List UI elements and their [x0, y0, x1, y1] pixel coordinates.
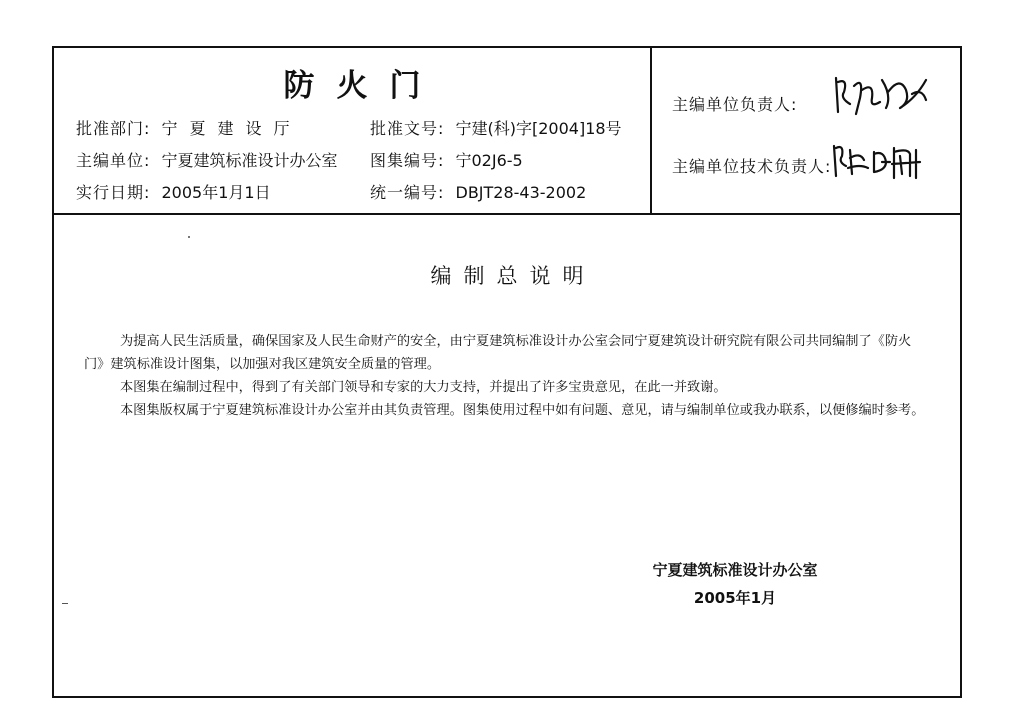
chief-unit-label: 主编单位:: [76, 151, 151, 170]
paragraph: 本图集在编制过程中，得到了有关部门领导和专家的大力支持，并提出了许多宝贵意见，在此一并致谢。: [120, 380, 727, 395]
chief-unit-value: 宁夏建筑标准设计办公室: [161, 151, 338, 170]
approval-doc-label: 批准文号:: [370, 119, 445, 138]
atlas-no-value: 宁02J6-5: [455, 151, 523, 170]
responsible-label: 主编单位负责人:: [672, 95, 798, 114]
title-block-left: [54, 48, 652, 213]
effective-date-label: 实行日期:: [76, 183, 151, 202]
tech-responsible-signature: [830, 134, 940, 186]
tech-responsible-label: 主编单位技术负责人:: [672, 157, 832, 176]
atlas-no-label: 图集编号:: [370, 151, 445, 170]
unified-no-label: 统一编号:: [370, 183, 445, 202]
signoff-org: 宁夏建筑标准设计办公室: [652, 561, 818, 579]
effective-date-value: 2005年1月1日: [161, 183, 271, 202]
paragraph: 为提高人民生活质量，确保国家及人民生命财产的安全，由宁夏建筑标准设计办公室会同宁夏建筑设计研究院有限公司共同编制了《防火门》建筑标准设计图集，以加强对我区建筑安全质量的管理。: [84, 334, 912, 372]
signoff-date: 2005年1月: [693, 589, 777, 607]
effective-date-row: [76, 180, 271, 203]
atlas-no-row: [370, 148, 523, 171]
approval-dept-label: 批准部门:: [76, 119, 151, 138]
explanation-body: [84, 330, 926, 422]
responsible-signature: [830, 68, 940, 120]
unified-no-row: [370, 180, 586, 203]
signoff: [630, 556, 840, 612]
paragraph: 本图集版权属于宁夏建筑标准设计办公室并由其负责管理。图集使用过程中如有问题、意见，请与编制单位或我办联系，以便修编时参考。: [120, 403, 925, 418]
drawing-sheet: [52, 46, 962, 698]
unified-no-value: DBJT28-43-2002: [455, 183, 587, 202]
scan-speck: [188, 236, 190, 238]
scan-speck: [62, 603, 68, 604]
title-block: [54, 48, 960, 215]
atlas-title: 防火门: [283, 68, 443, 104]
approval-doc-row: [370, 116, 622, 139]
explanation-title: 编制总说明: [430, 264, 596, 288]
approval-dept-row: [76, 116, 302, 139]
approval-dept-value: 宁夏建设厅: [161, 119, 302, 138]
title-block-right: [652, 48, 960, 213]
chief-unit-row: [76, 148, 338, 171]
approval-doc-value: 宁建(科)字[2004]18号: [455, 119, 622, 138]
